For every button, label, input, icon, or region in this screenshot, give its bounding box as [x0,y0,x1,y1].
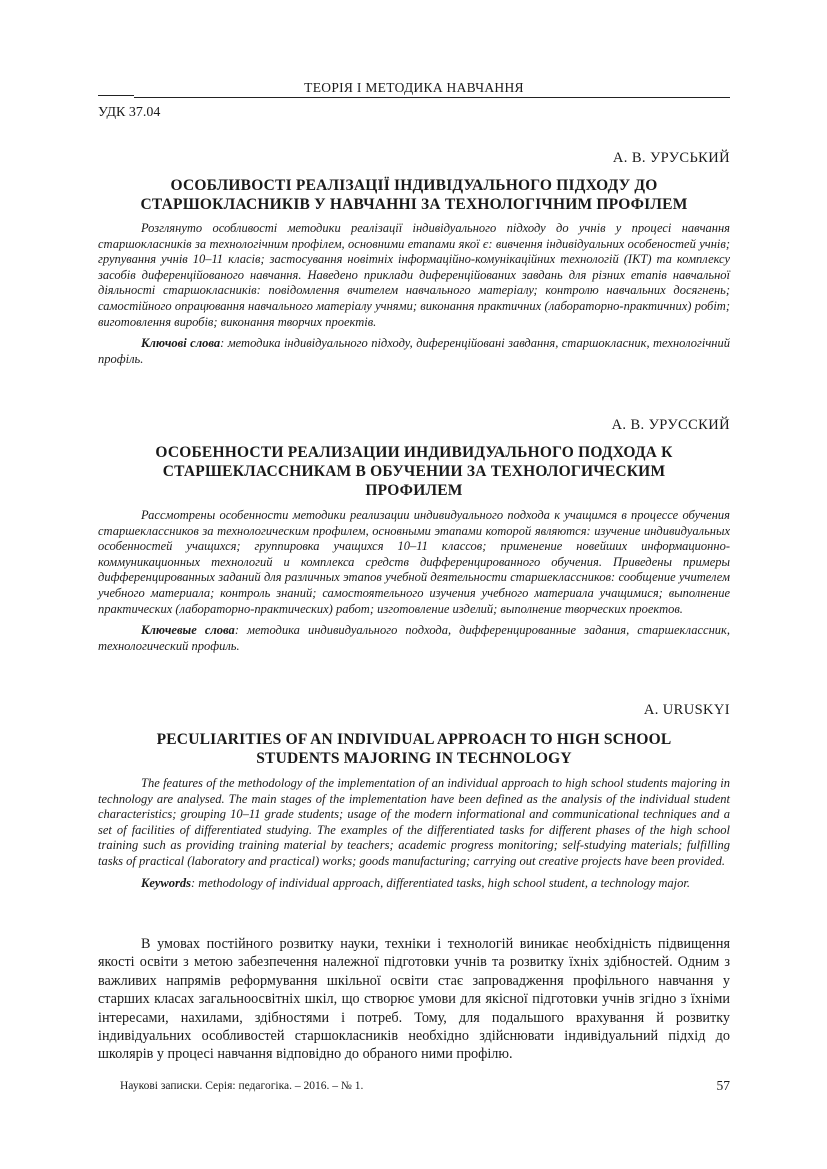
article-title: ОСОБЛИВОСТІ РЕАЛІЗАЦІЇ ІНДИВІДУАЛЬНОГО ПІДХОДУ ДО СТАРШОКЛАСНИКІВ У НАВЧАННІ ЗА ТЕХНОЛОГІЧНИМ ПРОФІЛЕМ [140,177,688,213]
abstract-text: Розглянуто особливості методики реалізації індивідуального підходу до учнів у процесі навчання старшокласників за технологічним профілем, основними етапами якої є: вивчення індивідуальних особеностей учнів; групування учнів 10–11 класів; застосування новітніх інформаційно-комунікаційних технологій (ІКТ) та комплексу засобів диференційованого навчання. Наведено приклади диференційованих завдань для різних етапів навчальної діяльності старшокласників: повідомлення вчителем навчального матеріалу; контролю навчальних досягнень; самостійного опрацювання навчального матеріалу учнями; виконання практичних (лабораторно-практичних) робіт; виготовлення виробів; виконання творчих проектів. [98,221,730,329]
keywords [98,623,730,654]
journal-citation: Наукові записки. Серія: педагогіка. – 2016. – № 1. [120,1080,364,1092]
body-paragraph: В умовах постійного розвитку науки, техніки і технологій виникає необхідність підвищення якості освіти з метою забезпечення належної підготовки учнів та розвитку їхніх здібностей. Одним з важливих напрямів реформування шкільної освіти стає запровадження профільного навчання у старших класах загальноосвітніх шкіл, що створює умови для якісної підготовки учнів згідно з їхніми інтересами, нахилами, здібностями і потреб. Тому, для подальшого врахування й розвитку індивідуальних особливостей старшокласників необхідно здійснювати індивідуальний підхід до школярів у процесі навчання відповідно до обраного ними профілю. [98,936,730,1063]
header-rule [134,97,730,98]
abstract-section-en [98,702,730,891]
running-head-title: ТЕОРІЯ І МЕТОДИКА НАВЧАННЯ [304,80,524,95]
keywords-label: Keywords [141,875,191,890]
author-name: А. В. УРУСЬКИЙ [612,150,730,166]
article-title: ОСОБЕННОСТИ РЕАЛИЗАЦИИ ИНДИВИДУАЛЬНОГО ПОДХОДА К СТАРШЕКЛАССНИКАМ В ОБУЧЕНИИ ЗА ТЕХНОЛОГИЧЕСКИМ ПРОФИЛЕМ [155,444,673,499]
keywords-text: : methodology of individual approach, differentiated tasks, high school student, a technology major. [191,875,691,890]
keywords-text: : методика індивідуального підходу, диференційовані завдання, старшокласник, технологічний профіль. [98,336,730,366]
abstract-text: The features of the methodology of the implementation of an individual approach to high school students majoring in technology are analysed. The main stages of the implementation have been defined as the analysis of the individual student characteristics; grouping 10–11 grade students; usage of the modern informational and communicational techniques and a set of facilities of differentiated studying. The examples of the differentiated tasks for different phases of the high school training such as providing training material by teachers; academic progress monitoring; self-studying materials; fulfilling tasks of practical (laboratory and practical) works; goods manufacturing; carrying out creative projects have been provided. [98,776,730,868]
abstract-section-uk [98,150,730,367]
page-number: 57 [716,1078,730,1093]
abstract-text: Рассмотрены особенности методики реализации индивидуального подхода к учащимся в процессе обучения старшеклассников за технологическим профилем, основными этапами которой являются: изучение индивидуальных особенностей учащихся; группировка учащихся 10–11 классов; применение новейших информационно-коммуникационных технологий и комплекса средств дифференцированного обучения. Приведены примеры дифференцированных заданий для различных этапов учебной деятельности старшеклассников: сообщение учителем учебного материала; контроль знаний; самостоятельного изучения учебного материала учащимися; выполнение практических (лабораторно-практических) работ; изготовление изделий; выполнение творческих проектов. [98,508,730,616]
keywords-label: Ключові слова [141,336,221,351]
running-header [98,80,730,100]
abstract-section-ru [98,417,730,654]
udk-code: УДК 37.04 [98,105,161,120]
keywords-text: : методика индивидуального подхода, дифференцированные задания, старшеклассник, технологический профиль. [98,623,730,653]
article-title: PECULIARITIES OF AN INDIVIDUAL APPROACH TO HIGH SCHOOL STUDENTS MAJORING IN TECHNOLOGY [156,731,672,767]
author-name: A. URUSKYI [643,702,730,718]
keywords [98,876,730,892]
keywords-label: Ключевые слова [141,623,235,638]
keywords [98,336,730,367]
author-name: А. В. УРУССКИЙ [611,417,730,433]
body-section [98,935,730,1064]
